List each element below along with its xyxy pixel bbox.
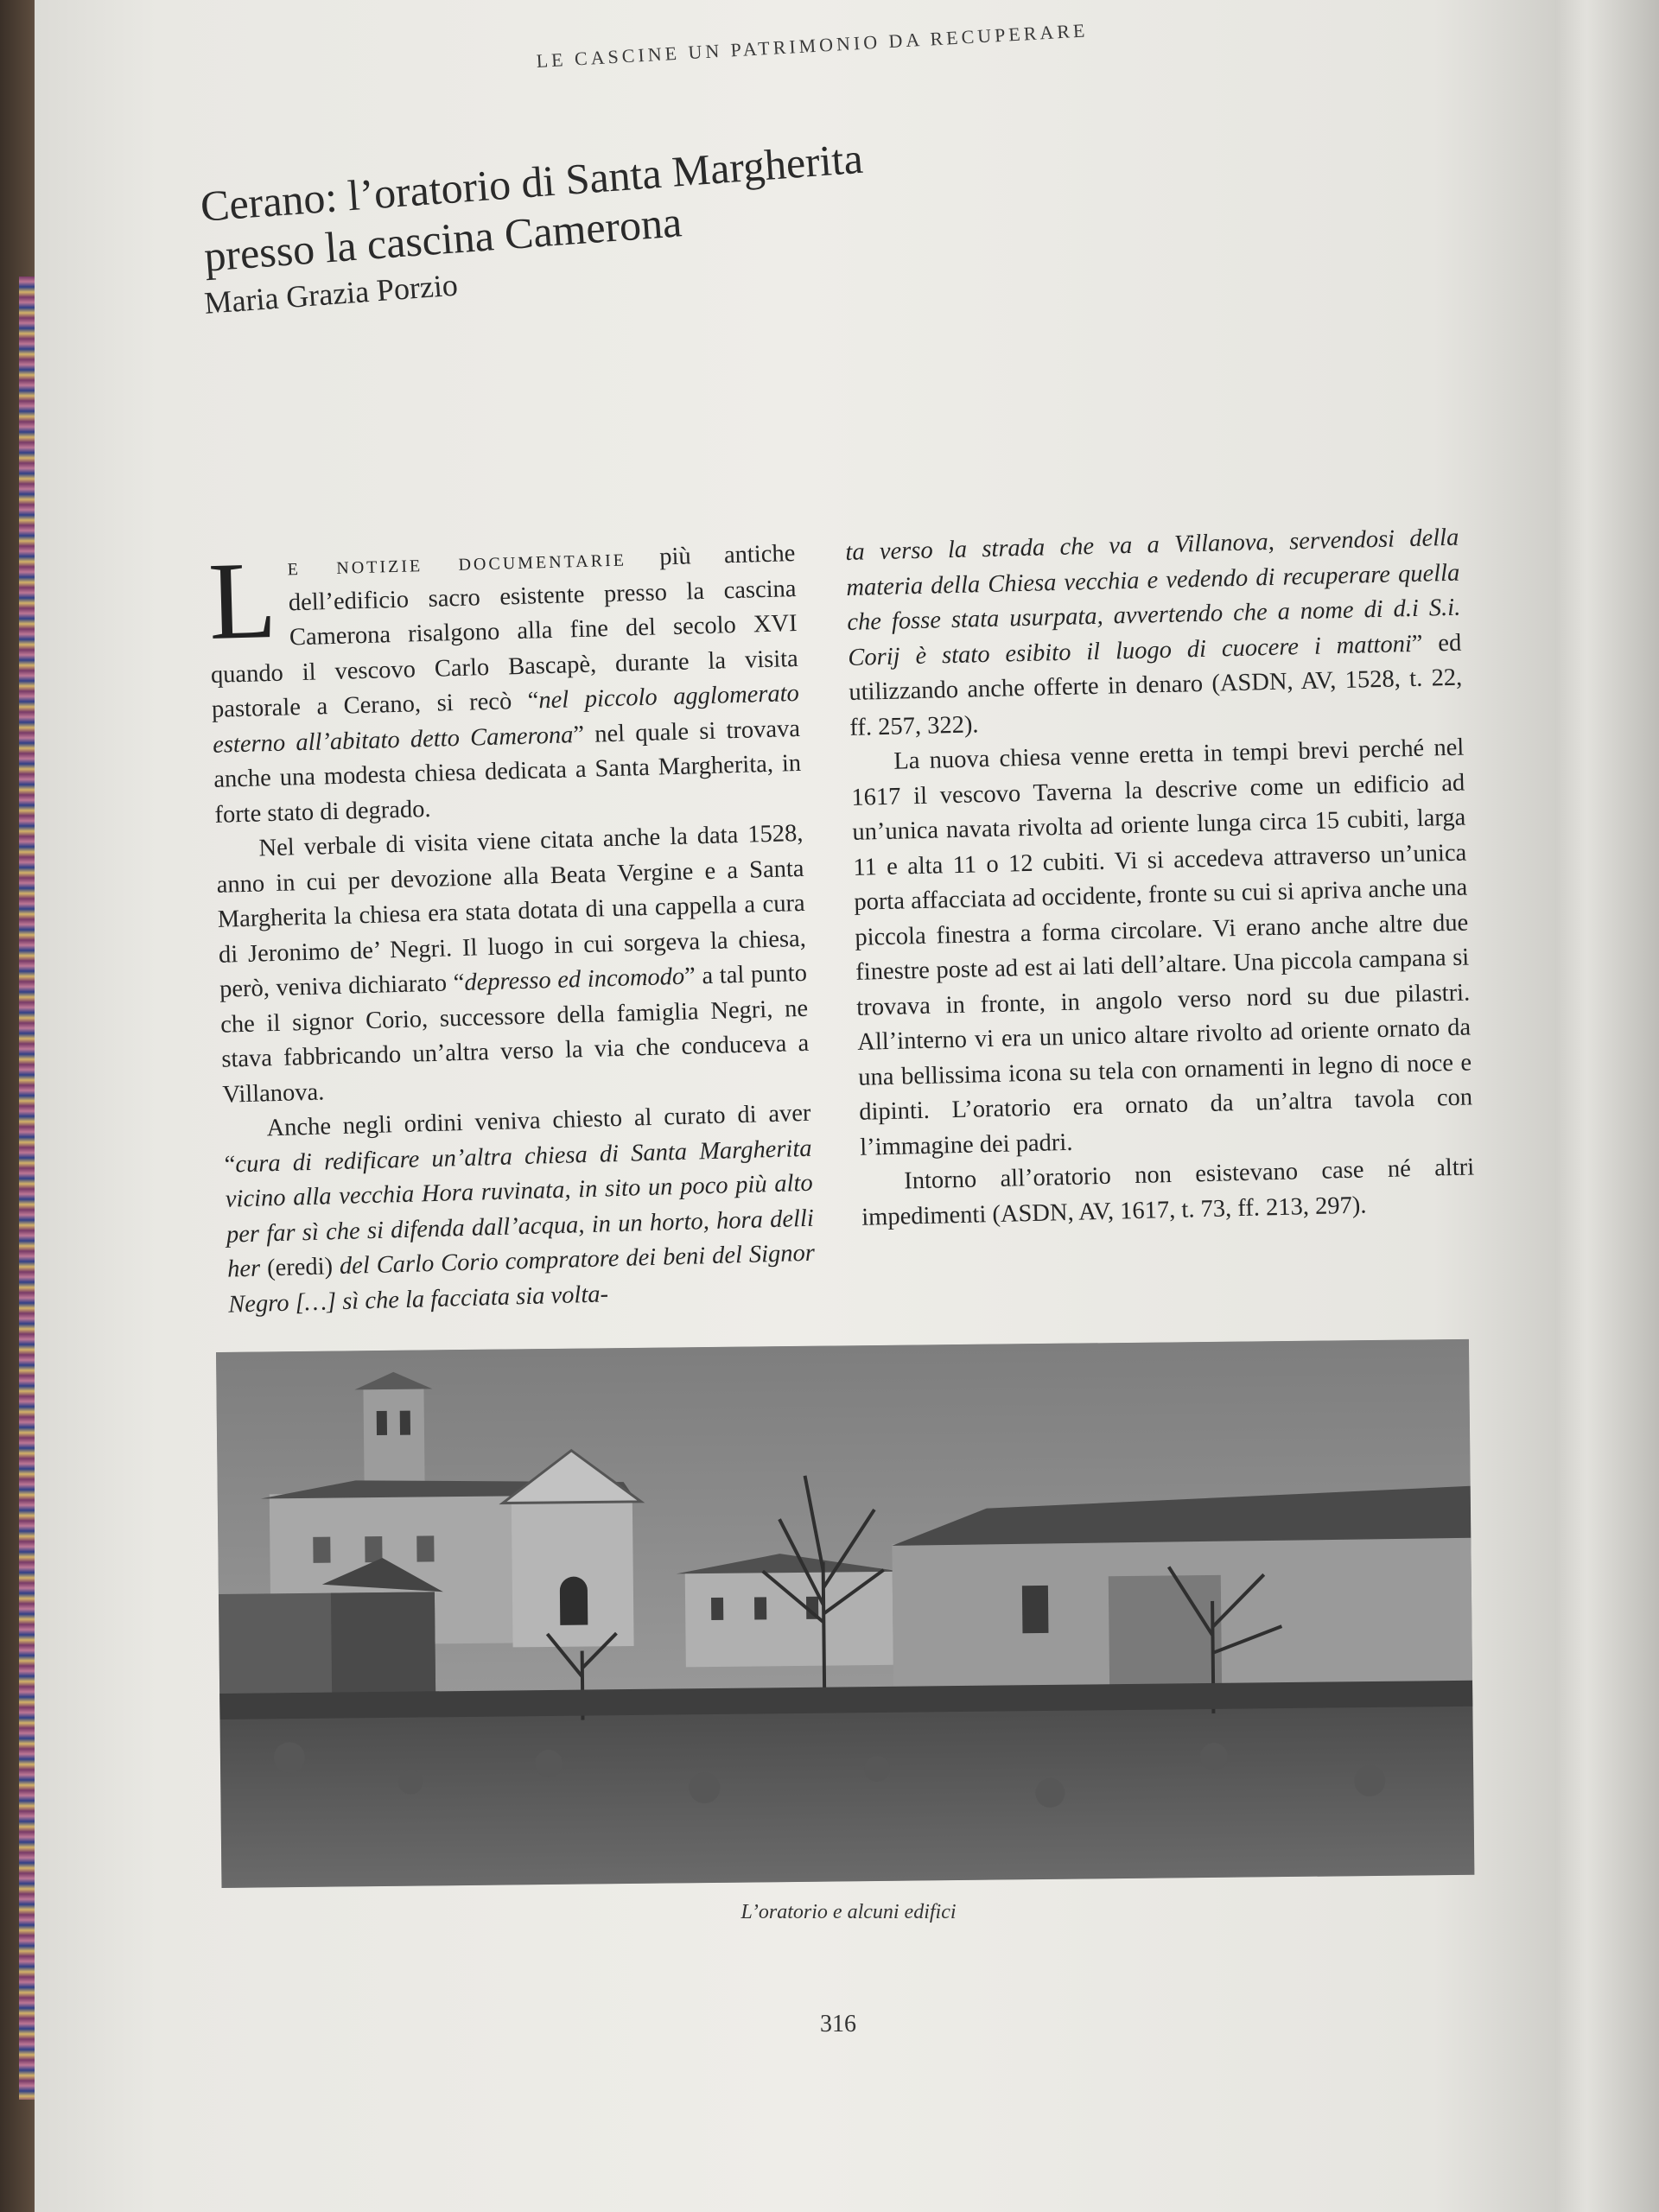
photo-oratorio bbox=[216, 1339, 1474, 1888]
text-run: ” ed utilizzando anche offerte in denaro (ASDN, AV, 1528, t. 22, ff. 257, 322). bbox=[849, 629, 1463, 741]
article-author: Maria Grazia Porzio bbox=[203, 267, 460, 321]
text-run: Nel verbale di visita viene citata anche la data 1528, anno in cui per devozione alla Beata Vergine e a Santa Margherita la chiesa era stata dotata di una cappella a cura di Jeronimo de’ Negri. Il luogo in cui sorgeva la chiesa, però, veniva dichiarato “ bbox=[216, 819, 807, 1003]
running-head: LE CASCINE UN PATRIMONIO DA RECUPERARE bbox=[536, 19, 1089, 72]
lead-in: e notizie documentarie bbox=[287, 544, 627, 582]
paragraph bbox=[223, 1096, 817, 1323]
quote-italic: cura di redificare un’altra chiesa di Santa Margherita vicino alla vecchia Hora ruvinata, in sito un poco più alto per far sì che si difenda dall’acqua, in un horto, hora delli her bbox=[225, 1135, 815, 1283]
text-column-left bbox=[207, 537, 817, 1323]
figure-caption: L’oratorio e alcuni edifici bbox=[741, 1901, 957, 1923]
quote-italic: del Carlo Corio compratore dei beni del Signor Negro […] sì che la facciata sia volta- bbox=[227, 1239, 816, 1319]
quote-italic: depresso ed incomodo bbox=[463, 963, 685, 996]
page-edge bbox=[1555, 0, 1659, 2212]
paragraph: La nuova chiesa venne eretta in tempi brevi perché nel 1617 il vescovo Taverna la descrive come un edificio ad un’unica navata rivolta ad oriente lunga circa 15 cubiti, larga 11 e alta 11 o 12 cubiti. Vi si accedeva attraverso un’unica porta affacciata ad occidente, fronte su cui si apriva anche una piccola finestra a forma circolare. Vi erano anche altre due finestre poste ad est ai lati dell’altare. Una piccola campana si trovava in fronte, in angolo verso nord su due pilastri. All’interno vi era un unico altare rivolto ad oriente ornato da una bellissima icona su tela con ornamenti in legno di noce e dipinti. L’oratorio era ornato da un’altra tavola con l’immagine dei padri. bbox=[851, 734, 1473, 1161]
text-run: (eredi) bbox=[259, 1253, 340, 1282]
paragraph: Intorno all’oratorio non esistevano case né altri impedimenti (ASDN, AV, 1617, t. 73, ff. 213, 297). bbox=[861, 1154, 1475, 1231]
text-run: Anche negli ordini veniva chiesto al curato di aver “ bbox=[224, 1099, 811, 1179]
quote-italic: nel piccolo agglomerato esterno all’abitato detto Camerona bbox=[212, 679, 800, 759]
paragraph bbox=[215, 817, 810, 1113]
quote-italic: ta verso la strada che va a Villanova, servendosi della materia della Chiesa vecchia e vedendo di recuperare quella che fosse stata usurpata, avvertendo che a nome di d.i S.i. Corij è stato esibito il luogo di cuocere i mattoni bbox=[845, 524, 1461, 671]
page-number: 316 bbox=[820, 2011, 856, 2037]
drop-cap: L bbox=[207, 537, 278, 663]
text-run: ” a tal punto che il signor Corio, successore della famiglia Negri, ne stava fabbricando un’altra verso la via che conduceva a Villanova. bbox=[219, 959, 810, 1109]
paragraph bbox=[845, 521, 1464, 746]
text-run: più antiche dell’edificio sacro esistente presso la cascina Camerona risalgono alla fine del secolo XVI quando il vescovo Carlo Bascapè, durante la visita pastorale a Cerano, si recò “ bbox=[210, 540, 799, 723]
paragraph bbox=[207, 537, 803, 833]
article-title: Cerano: l’oratorio di Santa Margherita presso la cascina Camerona bbox=[199, 133, 865, 281]
text-column-right bbox=[845, 521, 1476, 1236]
text-run: ” nel quale si trovava anche una modesta chiesa dedicata a Santa Margherita, in forte stato di degrado. bbox=[213, 715, 802, 829]
photo-illustration bbox=[216, 1339, 1474, 1888]
